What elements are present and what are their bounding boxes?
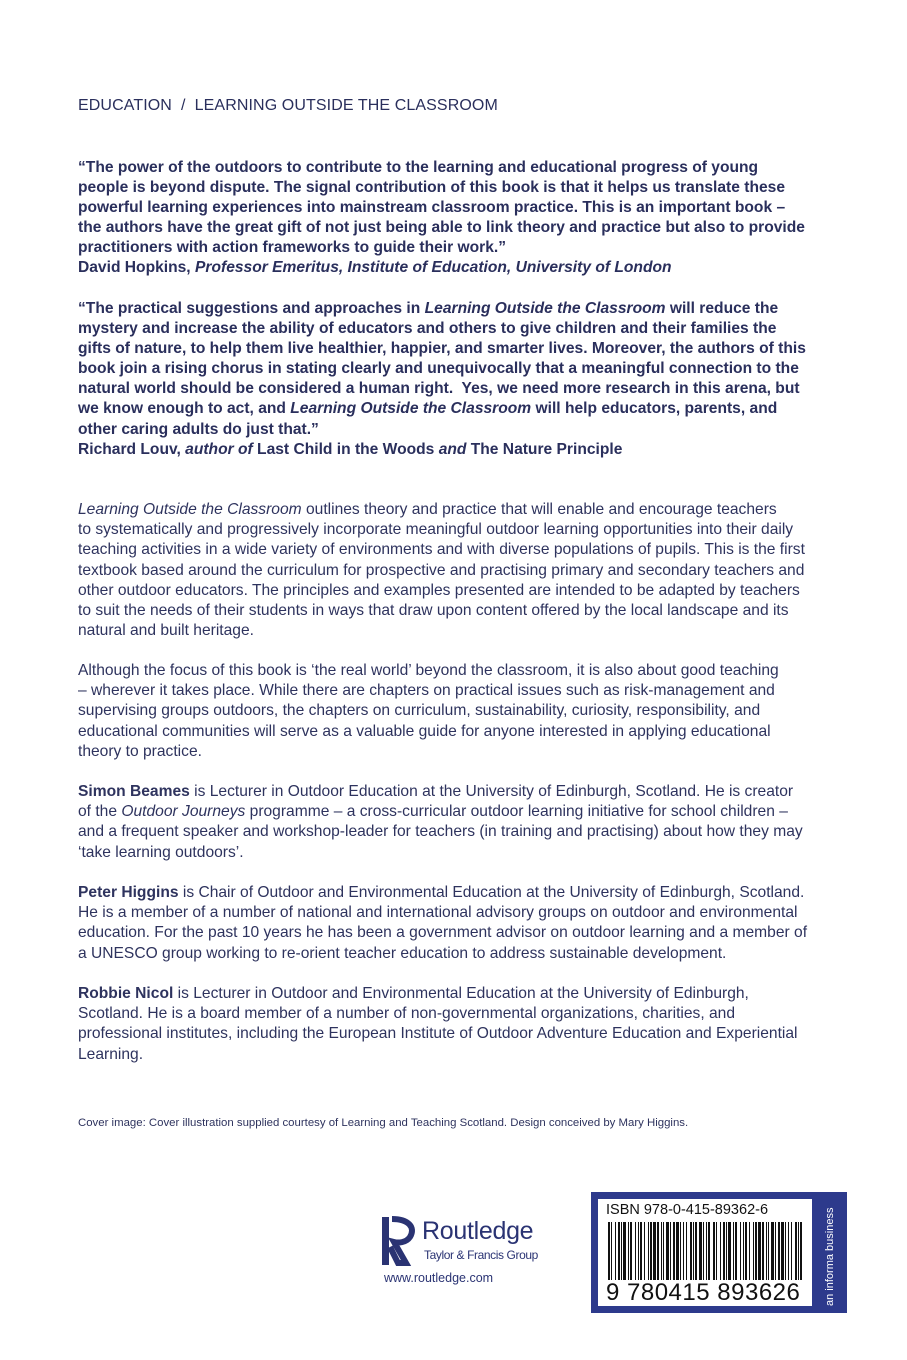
publisher-url: www.routledge.com <box>384 1271 494 1285</box>
author-bio-higgins: Peter Higgins is Chair of Outdoor and Environmental Education at the University of Edinburgh, Scotland. He is a member of a number of national and international advisory groups on outdoor and environmental education. For the past 10 years he has been a government advisor on outdoor learning and a member of a UNESCO group working to re-orient teacher education to address sustainable development. <box>78 884 808 962</box>
endorsement-quote-hopkins <box>78 158 858 279</box>
quote-line: “The power of the outdoors to contribute to the learning and educational progress of young <box>78 159 759 176</box>
quote-line: the authors have the great gift of not just being able to link theory and practice but also to provide <box>78 219 805 237</box>
informa-tagline: an informa business <box>824 1207 836 1306</box>
barcode-icon <box>608 1222 804 1280</box>
author-name: Robbie Nicol <box>78 985 174 1002</box>
author-name: Simon Beames <box>78 783 190 800</box>
description-paragraph: Although the focus of this book is ‘the real world’ beyond the classroom, it is also about good teaching – wherever it takes place. While there are chapters on practical issues such as risk-management and supervising groups outdoors, the chapters on curriculum, sustainability, curiosity, responsibility, and educational communities will serve as a valuable guide for anyone interested in applying educational theory to practice. <box>78 662 779 760</box>
author-bio-beames: Simon Beames is Lecturer in Outdoor Education at the University of Edinburgh, Scotland. He is creator of the Outdoor Journeys programme – a cross-curricular outdoor learning initiative for school children – and a frequent speaker and workshop-leader for teachers (in training and practising) about how they may ‘take learning outdoors’. <box>78 783 803 861</box>
quote-line: gifts of nature, to help them live healthier, happier, and smarter lives. Moreover, the authors of this <box>78 340 806 358</box>
isbn-label: ISBN 978-0-415-89362-6 <box>606 1202 769 1218</box>
quote-line: natural world should be considered a human right. Yes, we need more research in this arena, but <box>78 380 800 398</box>
description-paragraph: Learning Outside the Classroom outlines theory and practice that will enable and encourage teachers to systematically and progressively incorporate meaningful outdoor learning opportunities into their daily teaching activities in a wide variety of environments and with diverse populations of pupils. This is the first textbook based around the curriculum for prospective and practising primary and secondary teachers and other outdoor educators. The principles and examples presented are intended to be adapted by teachers to suit the needs of their students in ways that draw upon content offered by the local landscape and its natural and built heritage. <box>78 501 805 640</box>
quote-line: other caring adults do just that.” <box>78 420 319 438</box>
isbn-box <box>591 1192 847 1313</box>
isbn-digits: 9 780415 893626 <box>606 1279 801 1306</box>
routledge-r-logo-icon <box>380 1215 420 1267</box>
cover-credit: Cover image: Cover illustration supplied courtesy of Learning and Teaching Scotland. Design conceived by Mary Higgins. <box>78 1117 689 1129</box>
quote-line: people is beyond dispute. The signal contribution of this book is that it helps us translate these <box>78 179 785 197</box>
author-bio-nicol: Robbie Nicol is Lecturer in Outdoor and Environmental Education at the University of Edinburgh, Scotland. He is a board member of a number of non-governmental organizations, charities, and professional institutes, including the European Institute of Outdoor Adventure Education and Experiential Learning. <box>78 985 798 1063</box>
quote-line: practitioners with action frameworks to guide their work.” <box>78 239 507 257</box>
quote-line: “The practical suggestions and approaches in Learning Outside the Classroom will reduce the <box>78 300 779 317</box>
author-name: Peter Higgins <box>78 884 179 901</box>
category-line: EDUCATION / LEARNING OUTSIDE THE CLASSROOM <box>78 97 498 114</box>
endorsement-quote-louv <box>78 299 858 460</box>
quote-attribution: Richard Louv, author of Last Child in the Woods and The Nature Principle <box>78 440 623 458</box>
quote-line: mystery and increase the ability of educators and others to give children and their families the <box>78 320 777 338</box>
publisher-group: Taylor & Francis Group <box>424 1248 538 1262</box>
quote-line: book join a rising chorus in stating clearly and unequivocally that a meaningful connection to the <box>78 360 799 378</box>
attribution-name: David Hopkins, <box>78 259 191 277</box>
barcode-panel <box>598 1199 812 1306</box>
book-title: Learning Outside the Classroom <box>78 501 302 518</box>
quote-line: powerful learning experiences into mainstream classroom practice. This is an important book – <box>78 199 786 217</box>
quote-attribution <box>78 258 858 278</box>
quote-line: we know enough to act, and Learning Outside the Classroom will help educators, parents, and <box>78 400 778 418</box>
attribution-title: Professor Emeritus, Institute of Education, University of London <box>195 259 672 277</box>
publisher-name: Routledge <box>422 1217 534 1245</box>
publisher-logo <box>380 1215 570 1295</box>
